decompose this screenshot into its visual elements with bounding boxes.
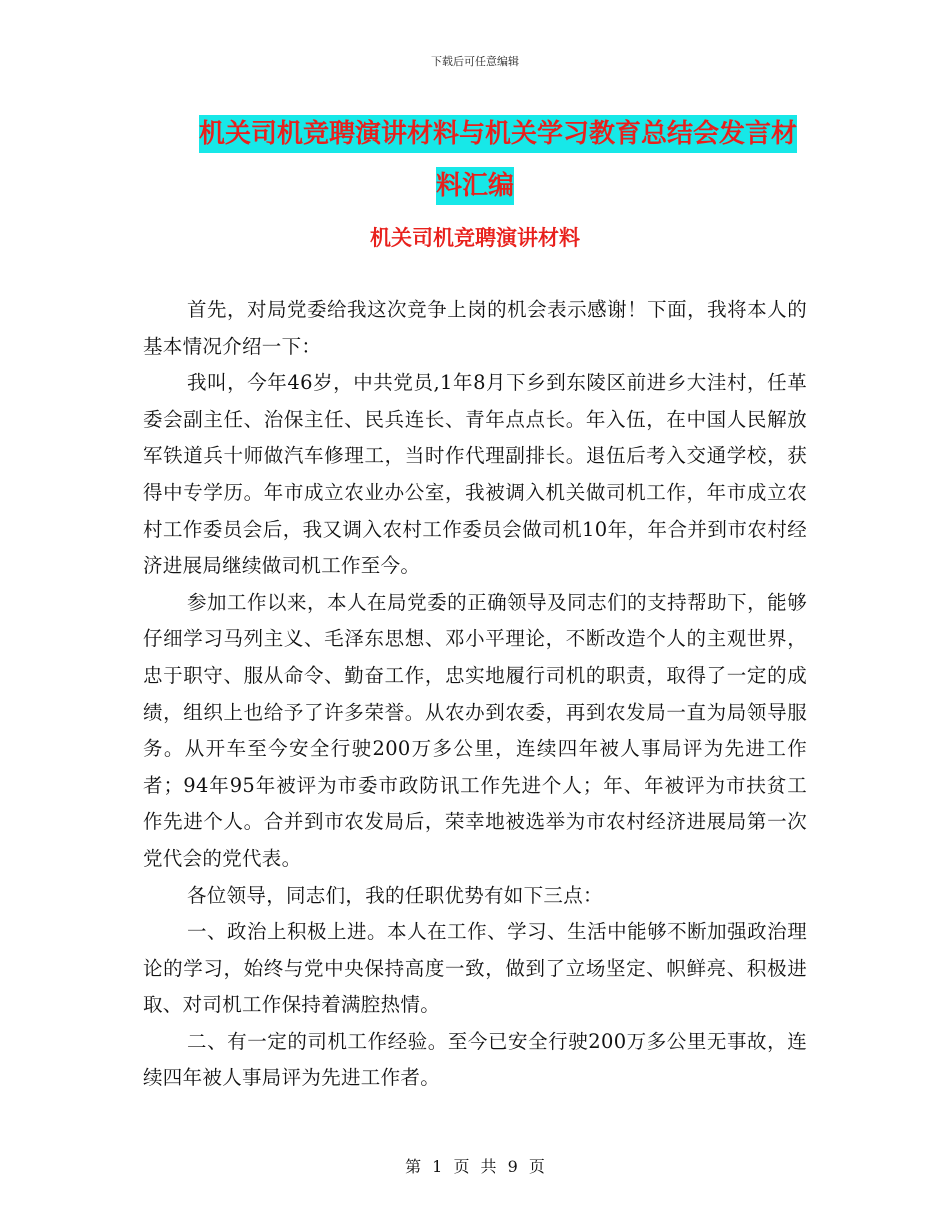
document-title bbox=[0, 108, 950, 212]
page-footer: 第 1 页 共 9 页 bbox=[405, 1157, 545, 1176]
document-title-line-2 bbox=[0, 160, 950, 212]
paragraph-advantage-1: 一、政治上积极上进。本人在工作、学习、生活中能够不断加强政治理论的学习，始终与党中央保持高度一致，做到了立场坚定、帜鲜亮、积极进取、对司机工作保持着满腔热情。 bbox=[143, 920, 807, 1017]
paragraph-intro: 首先，对局党委给我这次竞争上岗的机会表示感谢！下面，我将本人的基本情况介绍一下： bbox=[143, 298, 807, 358]
document-title-line-1 bbox=[0, 108, 950, 160]
title-highlight-2: 料汇编 bbox=[436, 167, 514, 205]
paragraph-advantage-2: 二、有一定的司机工作经验。至今已安全行驶200万多公里无事故，连续四年被人事局评为先进工作者。 bbox=[143, 1029, 807, 1090]
paragraph-advantages-intro: 各位领导，同志们，我的任职优势有如下三点： bbox=[187, 883, 603, 907]
title-highlight-1: 机关司机竞聘演讲材料与机关学习教育总结会发言材 bbox=[199, 115, 797, 153]
paragraph-work-record: 参加工作以来，本人在局党委的正确领导及同志们的支持帮助下，能够仔细学习马列主义、毛泽东思想、邓小平理论，不断改造个人的主观世界，忠于职守、服从命令、勤奋工作，忠实地履行司机的职责，取得了一定的成绩，组织上也给予了许多荣誉。从农办到农委，再到农发局一直为局领导服务。从开车至今安全行驶200万多公里，连续四年被人事局评为先进工作者；94年95年被评为市委市政防讯工作先进个人；年、年被评为市扶贫工作先进个人。合并到市农发局后，荣幸地被选举为市农村经济进展局第一次党代会的党代表。 bbox=[143, 590, 807, 870]
body-text bbox=[143, 292, 807, 1097]
section-title: 机关司机竞聘演讲材料 bbox=[370, 226, 580, 250]
header-note: 下载后可任意编辑 bbox=[431, 55, 519, 68]
paragraph-background: 我叫，今年46岁，中共党员,1年8月下乡到东陵区前进乡大洼村，任革委会副主任、治保主任、民兵连长、青年点点长。年入伍，在中国人民解放军铁道兵十师做汽车修理工，当时作代理副排长。退伍后考入交通学校，获得中专学历。年市成立农业办公室，我被调入机关做司机工作，年市成立农村工作委员会后，我又调入农村工作委员会做司机10年，年合并到市农村经济进展局继续做司机工作至今。 bbox=[143, 371, 807, 578]
